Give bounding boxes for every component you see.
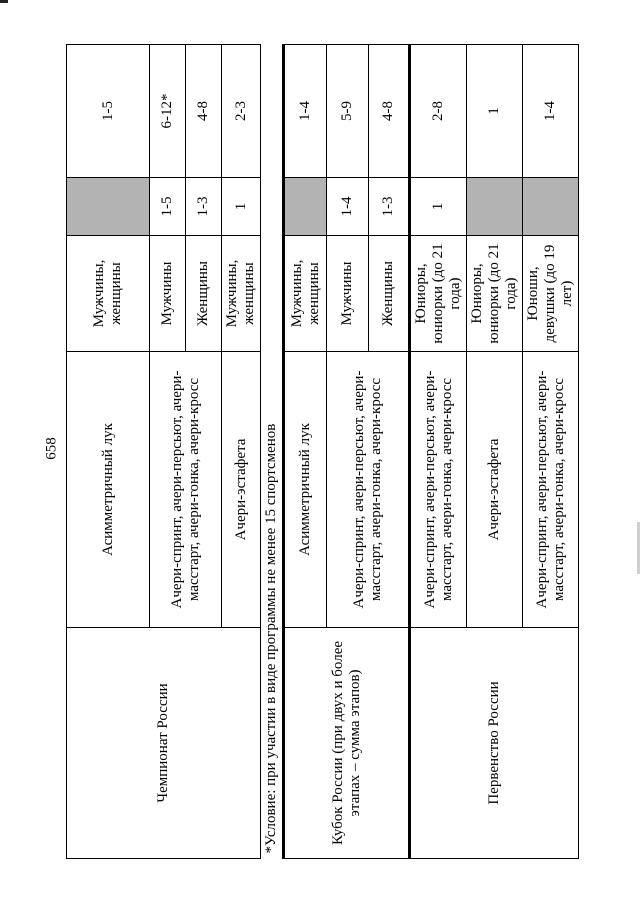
places-cell: 1-5 (150, 178, 186, 236)
discipline-cell: Ачери-спринт, ачери-персьют, ачери-масстарт, ачери-гонка, ачери-кросс (327, 352, 410, 628)
places-cell: 1 (467, 45, 523, 178)
discipline-cell: Асимметричный лук (67, 352, 150, 628)
group-cell: Мужчины (150, 236, 186, 352)
places-cell: 5-9 (327, 45, 369, 178)
discipline-cell: Асимметричный лук (284, 352, 327, 628)
group-cell: Мужчины, женщины (222, 236, 261, 352)
group-cell: Мужчины, женщины (67, 236, 150, 352)
ranking-table (66, 44, 579, 859)
places-cell-shaded (467, 178, 523, 236)
table-row (284, 45, 327, 859)
places-cell: 1 (410, 178, 467, 236)
discipline-cell: Ачери-спринт, ачери-персьют, ачери-масстарт, ачери-гонка, ачери-кросс (410, 352, 467, 628)
group-cell: Женщины (369, 236, 410, 352)
table-row (261, 45, 284, 859)
places-cell: 2-8 (410, 45, 467, 178)
places-cell: 1-3 (186, 178, 222, 236)
competition-name: Кубок России (при двух и более этапах – сумма этапов) (284, 628, 410, 859)
group-cell: Женщины (186, 236, 222, 352)
discipline-cell: Ачери-эстафета (222, 352, 261, 628)
places-cell: 4-8 (186, 45, 222, 178)
footnote: *Условие: при участии в виде программы не менее 15 спортсменов (261, 45, 284, 859)
places-cell: 1-4 (284, 45, 327, 178)
discipline-cell: Ачери-спринт, ачери-персьют, ачери-масстарт, ачери-гонка, ачери-кросс (150, 352, 222, 628)
places-cell: 1-5 (67, 45, 150, 178)
places-cell-shaded (284, 178, 327, 236)
competition-name: Чемпионат России (67, 628, 261, 859)
places-cell: 1-3 (369, 178, 410, 236)
places-cell: 2-3 (222, 45, 261, 178)
scan-speck (0, 0, 8, 3)
page-number: 658 (43, 437, 60, 460)
group-cell: Мужчины (327, 236, 369, 352)
group-cell: Юниоры, юниорки (до 21 года) (410, 236, 467, 352)
places-cell: 1-4 (523, 45, 579, 178)
places-cell-shaded (523, 178, 579, 236)
places-cell: 6-12* (150, 45, 186, 178)
group-cell: Юноши, девушки (до 19 лет) (523, 236, 579, 352)
places-cell: 1 (222, 178, 261, 236)
places-cell-shaded (67, 178, 150, 236)
rotated-table-container (66, 45, 575, 859)
discipline-cell: Ачери-спринт, ачери-персьют, ачери-масстарт, ачери-гонка, ачери-кросс (523, 352, 579, 628)
table-row (67, 45, 150, 859)
competition-name: Первенство России (410, 628, 579, 859)
places-cell: 1-4 (327, 178, 369, 236)
table-row (410, 45, 467, 859)
group-cell: Мужчины, женщины (284, 236, 327, 352)
places-cell: 4-8 (369, 45, 410, 178)
discipline-cell: Ачери-эстафета (467, 352, 523, 628)
group-cell: Юниоры, юниорки (до 21 года) (467, 236, 523, 352)
